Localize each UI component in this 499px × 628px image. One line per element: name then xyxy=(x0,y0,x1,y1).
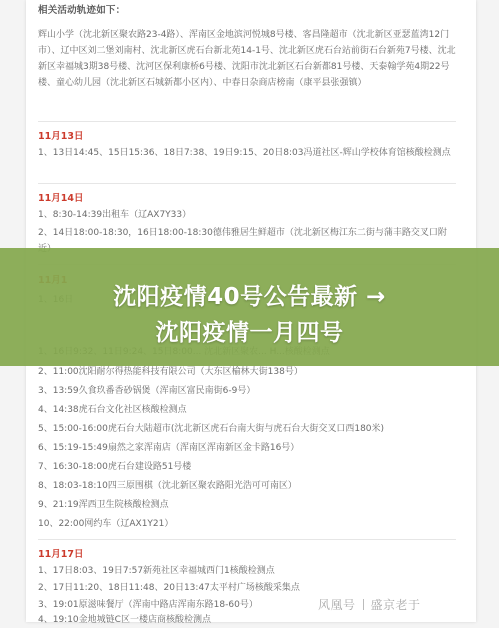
list-item: 9、21:19浑西卫生院核酸检测点 xyxy=(38,500,169,510)
list-item: 7、16:30-18:00虎石台建设路51号楼 xyxy=(38,462,192,472)
intro-paragraph: 辉山小学（沈北新区聚农路23-4路）、浑南区金地滨河悦城8号楼、客昌隆超市（沈北新区亚瑟蓝湾12门市）、辽中区刘二堡刘南村、沈北新区虎石台新北苑14-1号、沈北新区虎石台站前街石台新苑7号楼、沈北新区幸福城3期38号楼、沈河区保利康桥6号楼、沈阳市沈北新区石台新都81号楼、天泰翰学苑4期22号楼、童心幼儿园（沈北新区石城新都小区内）、中春日杂商店榜南（康平县张强镇） xyxy=(38,30,456,88)
section-divider xyxy=(38,183,456,184)
list-item: 5、15:00-16:00虎石台大陆超市(沈北新区虎石台南大街与虎石台大街交叉口西180米) xyxy=(38,424,385,434)
watermark xyxy=(318,596,421,613)
list-item: 2、17日11:20、18日11:48、20日13:47太平村广场核酸采集点 xyxy=(38,583,300,593)
title-banner[interactable] xyxy=(0,248,499,366)
section-date: 11月13日 xyxy=(38,131,84,142)
list-item: 2、14日18:00-18:30，16日18:00-18:30德伟雅居生鲜超市（沈北新区梅江东二街与蒲丰路交叉口附 xyxy=(38,228,447,238)
section-divider xyxy=(38,121,456,122)
list-item: 4、14:38虎石台文化社区核酸检测点 xyxy=(38,405,187,415)
list-item: 3、19:01原滋味餐厅（浑南中路店浑南东路18-60号） xyxy=(38,600,258,610)
section-divider xyxy=(38,539,456,540)
list-item: 1、17日8:03、19日7:57新苑社区幸福城西门1核酸检测点 xyxy=(38,566,275,576)
list-item: 2、11:00沈阳耐尔得热能科技有限公司（大东区榆林大街138号） xyxy=(38,367,303,377)
banner-title-line-1: 沈阳疫情40号公告最新 → xyxy=(113,284,386,310)
list-item: 1、13日14:45、15日15:36、18日7:38、19日9:15、20日8:03冯道社区-辉山学校体育馆核酸检测点 xyxy=(38,148,451,158)
watermark-source: 风凰号 xyxy=(318,598,356,612)
section-date: 11月17日 xyxy=(38,549,84,560)
list-item: 10、22:00网约车（辽AX1Y21） xyxy=(38,519,174,529)
watermark-separator xyxy=(363,599,364,610)
document-header-title: 相关活动轨迹如下： xyxy=(38,5,126,16)
watermark-author: 盛京老于 xyxy=(370,598,421,612)
list-item: 6、15:19-15:49扇然之家浑南店（浑南区浑南新区金卡路16号） xyxy=(38,443,300,453)
list-item: 3、13:59久食玖番香砂锅煲（浑南区富民南街6-9号） xyxy=(38,386,256,396)
section-date: 11月14日 xyxy=(38,193,84,204)
list-item: 1、8:30-14:39出租车（辽AX7Y33） xyxy=(38,210,192,220)
list-item: 4、19:10金地城链C区一楼店商核酸检测点 xyxy=(38,615,211,625)
banner-title-line-2: 沈阳疫情一月四号 xyxy=(155,320,344,346)
list-item: 8、18:03-18:10四三原围棋（沈北新区聚农路阳光浩可可南区） xyxy=(38,481,297,491)
